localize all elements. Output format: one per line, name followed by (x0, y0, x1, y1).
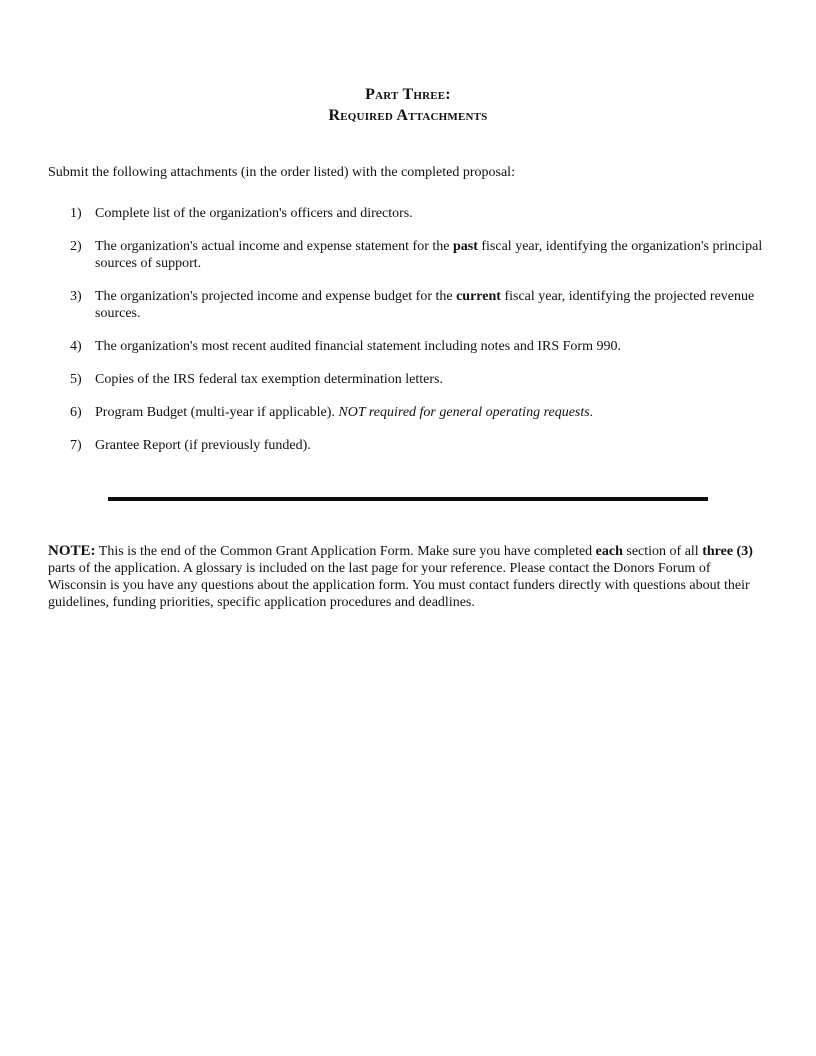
list-item-number: 4) (70, 339, 82, 354)
list-item-number: 2) (70, 239, 82, 254)
section-divider (108, 497, 708, 501)
list-item (48, 371, 768, 388)
list-item (48, 404, 768, 421)
list-item (48, 238, 768, 272)
attachments-list (48, 205, 768, 470)
page-title (0, 84, 816, 126)
list-item (48, 437, 768, 454)
note-text: section of all (622, 544, 703, 559)
note-emphasis: three (3) (702, 544, 753, 559)
note-label: NOTE: (48, 543, 96, 559)
list-item (48, 288, 768, 322)
list-item-text: The organization's most recent audited financial statement including notes and IRS Form 990. (95, 339, 621, 354)
list-item-text: Copies of the IRS federal tax exemption determination letters. (95, 372, 443, 387)
list-item-number: 3) (70, 289, 82, 304)
list-item-text: fiscal year, identifying the organization's principal sources of support. (95, 239, 763, 271)
list-item-number: 6) (70, 405, 82, 420)
list-item-text: Grantee Report (if previously funded). (95, 438, 311, 453)
list-item-number: 1) (70, 206, 82, 221)
title-line-1: Part Three: (365, 86, 451, 103)
title-line-2: Required Attachments (328, 107, 488, 124)
list-item (48, 338, 768, 355)
list-item-emphasis: current (456, 289, 501, 304)
list-item-text: The organization's projected income and expense budget for the (95, 289, 457, 304)
list-item-emphasis: past (452, 239, 478, 254)
list-item-text: The organization's actual income and expense statement for the (95, 239, 453, 254)
list-item-text: Program Budget (multi-year if applicable). (95, 405, 339, 420)
note-text: This is the end of the Common Grant Application Form. Make sure you have completed (95, 544, 596, 559)
list-item-number: 7) (70, 438, 82, 453)
note-paragraph (48, 543, 772, 611)
list-item-number: 5) (70, 372, 82, 387)
note-emphasis: each (595, 544, 623, 559)
list-item-italic-note: NOT required for general operating requests. (338, 405, 594, 420)
note-text: parts of the application. A glossary is included on the last page for your reference. Please contact the Donors Forum of Wisconsin is you have any questions about the application form. You must contact funders directly with questions about their guidelines, funding priorities, specific application procedures and deadlines. (48, 561, 750, 610)
list-item-text: Complete list of the organization's officers and directors. (95, 206, 413, 221)
list-item (48, 205, 768, 222)
list-item-text: fiscal year, identifying the projected revenue sources. (95, 289, 755, 321)
intro-text: Submit the following attachments (in the order listed) with the completed proposal: (48, 165, 515, 180)
